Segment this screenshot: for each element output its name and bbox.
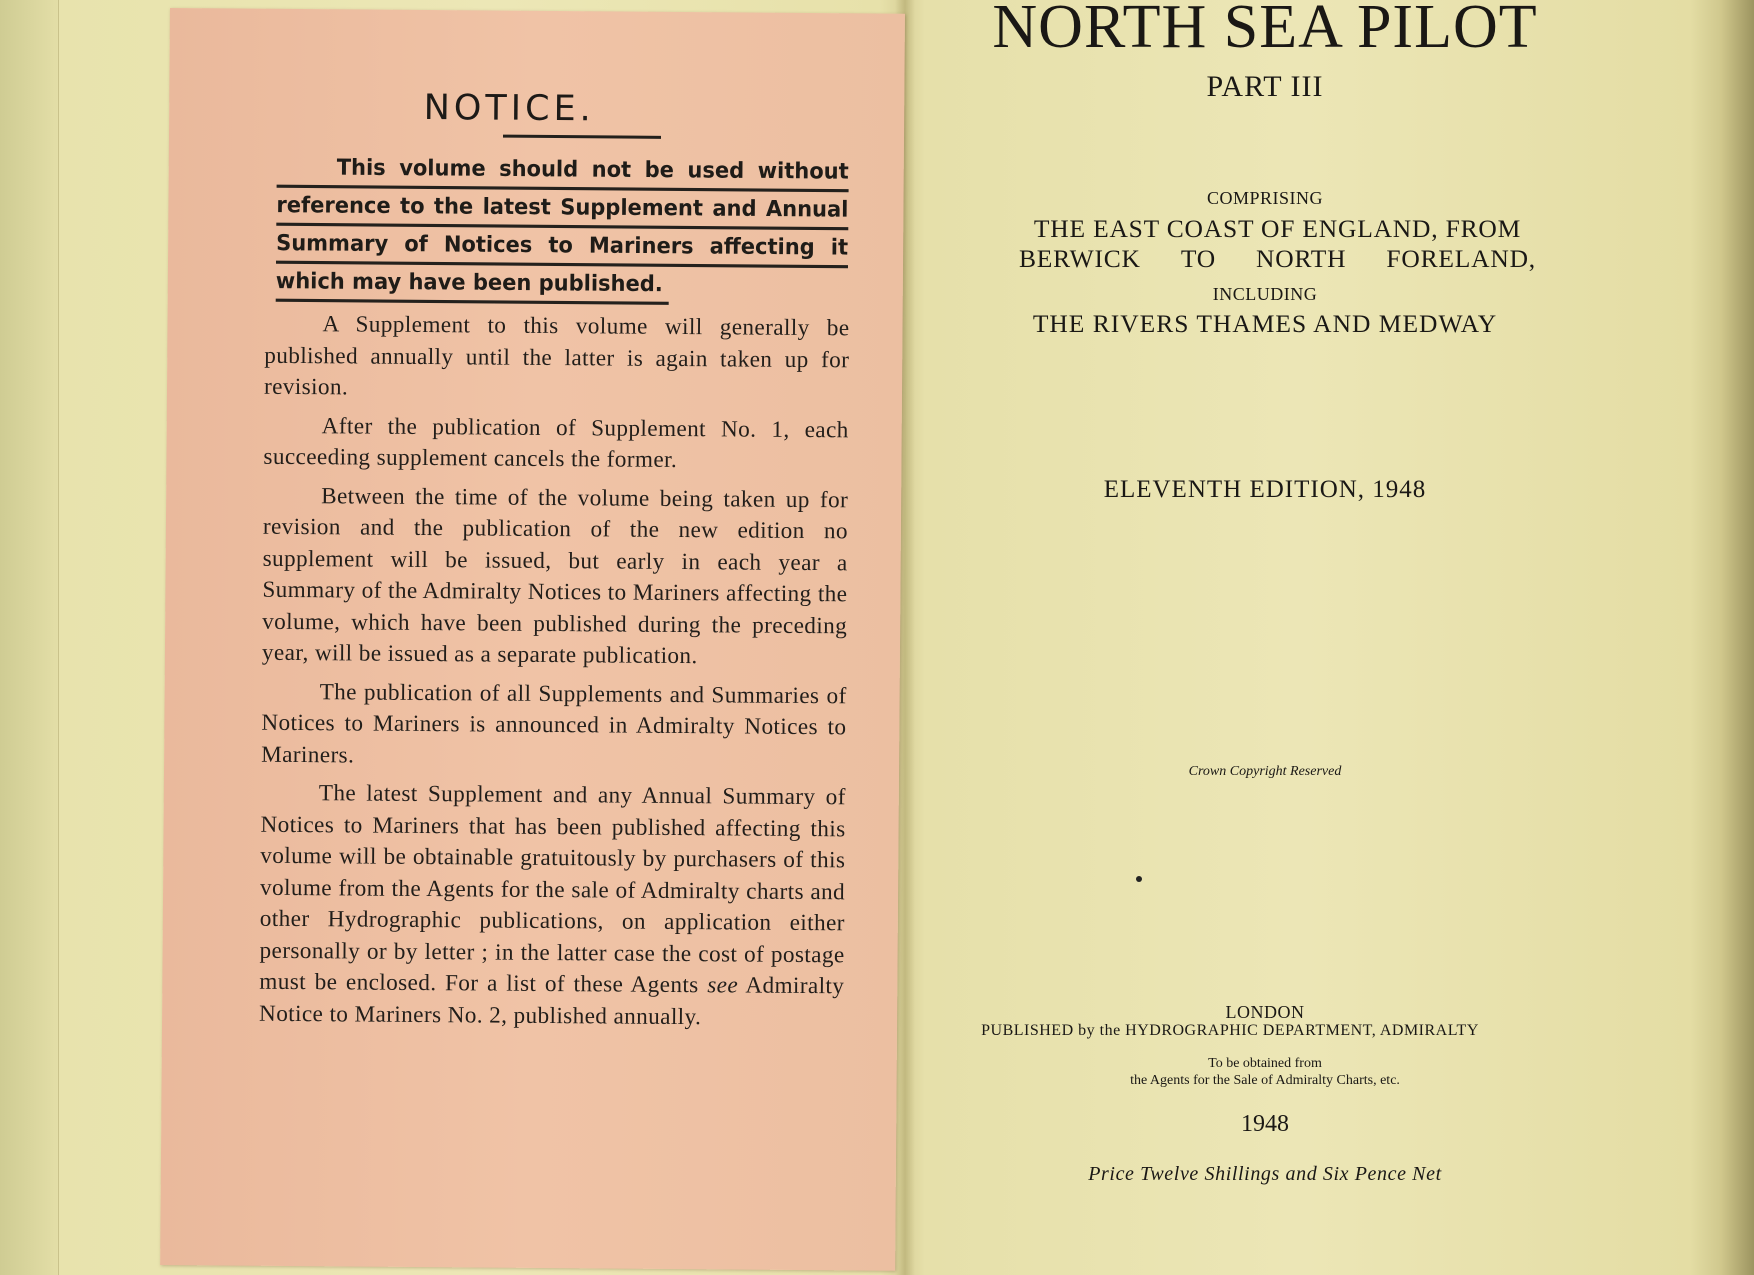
warning-word: Supplement [560,193,704,221]
notice-heading-underline [503,135,661,139]
publisher-line: PUBLISHED by the HYDROGRAPHIC DEPARTMENT, ADMIRALTY [981,1022,1479,1039]
warning-line [276,262,669,305]
including-label: INCLUDING [1212,284,1318,304]
notice-body [259,309,850,1042]
part-number: PART III [1206,70,1324,103]
notice-paragraph: After the publication of Supplement No. 1, each succeeding supplement cancels the former. [263,412,849,473]
title-page [925,0,1725,1275]
notice-text: Admiralty Notice to Mariners No. 2, published annually. [259,972,845,1030]
notice-heading: NOTICE. [423,87,595,130]
warning-word: This [336,154,386,180]
coverage-word: TO [1180,244,1216,273]
warning-word: affecting [709,233,815,260]
warning-word: the [433,192,474,219]
warning-word: used [687,156,745,183]
warning-word: to [548,231,573,258]
notice-text: The latest Supplement and any Annual Summary of Notices to Mariners that has been published affecting this volume will be obtainable gratuitously by purchasers of this volume from the Agents for the sale of Admiralty charts and other Hydrographic publications, on application either personally or by letter ; in the latter case the cost of postage must be enclosed. For a list of these Agents [259,780,846,999]
warning-word: and [712,195,757,221]
edition-line: ELEVENTH EDITION, 1948 [1103,476,1427,503]
warning-word: Notices [443,230,533,257]
left-page-edge [0,0,59,1275]
warning-word: should [499,155,579,182]
comprising-label: COMPRISING [1206,188,1324,208]
availability-line: To be obtained from [1208,1056,1322,1071]
notice-paragraph: A Supplement to this volume will generally be published annually until the latter is again taken up for revision. [263,311,850,401]
warning-word: without [757,157,849,184]
coverage-word: BERWICK [1019,244,1141,273]
rivers-line: THE RIVERS THAMES AND MEDWAY [1032,309,1498,338]
warning-word: latest [482,193,551,220]
publication-city: LONDON [1225,1002,1305,1022]
warning-word: not [591,156,632,182]
warning-word: volume [399,154,486,181]
price-line: Price Twelve Shillings and Six Pence Net [1088,1163,1442,1185]
notice-paragraph: Between the time of the volume being taken up for revision and the publication of the new edition no supplement will be issued, but early in each year a Summary of the Admiralty Notices to Mariners affecting the volume, which have been published during the preceding year, will be issued as a separate publication. [261,482,849,670]
publication-year: 1948 [1241,1111,1289,1137]
warning-word: Summary [276,229,389,256]
coverage-word: FORELAND, [1386,244,1536,273]
warning-word: of [404,230,428,257]
coverage-line: THE EAST COAST OF ENGLAND, FROM [1033,214,1522,243]
book-title: NORTH SEA PILOT [992,0,1538,61]
notice-slip [160,8,905,1271]
warning-word: Mariners [588,232,694,259]
availability-line: the Agents for the Sale of Admiralty Charts, etc. [1130,1073,1400,1088]
notice-paragraph-last [259,778,846,1035]
warning-block [276,149,849,305]
warning-word: which may have been published. [275,267,663,296]
right-page-edge [1720,0,1754,1275]
notice-paragraph: The publication of all Supplements and Summaries of Notices to Mariners is announced in Admiralty Notices to Mariners. [261,678,847,768]
print-speck [1136,876,1142,882]
coverage-word: NORTH [1256,244,1347,273]
warning-word: be [644,156,675,182]
coverage-line [1019,244,1536,274]
warning-word: Annual [765,195,849,222]
warning-word: it [830,234,849,260]
warning-word: to [399,192,425,219]
copyright-notice: Crown Copyright Reserved [1188,764,1342,779]
notice-italic-see: see [707,972,739,999]
warning-word: reference [276,191,391,218]
